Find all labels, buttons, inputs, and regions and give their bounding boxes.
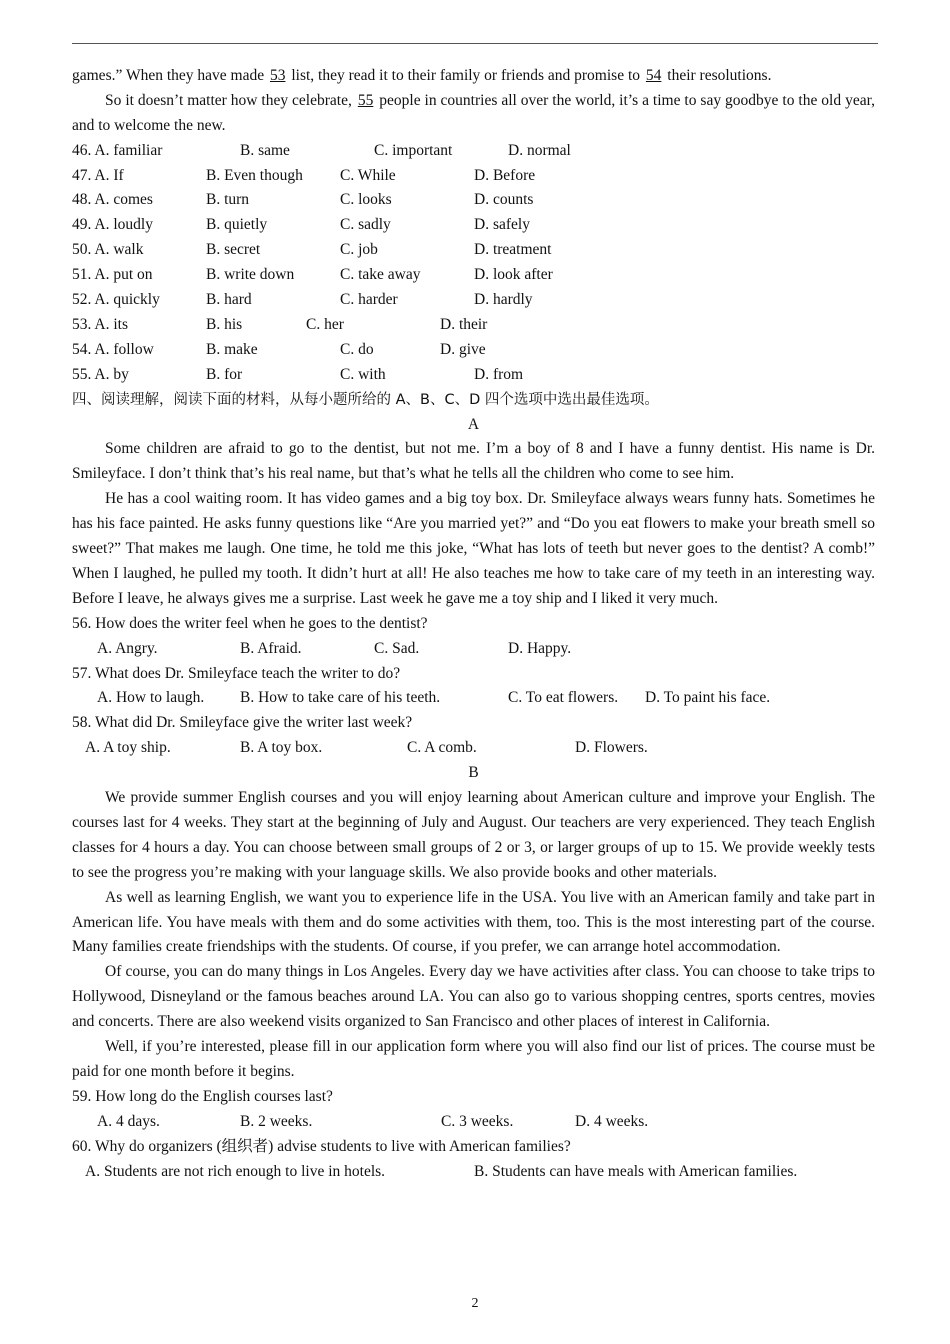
cloze-closing-paragraph [72,89,875,139]
option-d: D. Flowers. [575,739,648,757]
section-heading: 四、阅读理解，阅读下面的材料，从每小题所给的 A、B、C、D 四个选项中选出最佳选项。 [72,391,659,408]
question-53 [72,313,875,338]
option-d: D. treatment [474,241,552,259]
option-d: D. give [440,340,486,358]
question-57: 57. What does Dr. Smileyface teach the writer to do? [72,664,401,682]
question-60-text: 60. Why do organizers (组织者) advise students to live with American families? [72,1137,571,1155]
option-c: C. To eat flowers. [508,689,619,707]
option-a: 55. A. by [72,365,129,383]
option-c: C. While [340,166,396,184]
option-c: C. take away [340,266,421,284]
question-57-options [72,686,875,711]
text: games.” When they have made [72,67,268,84]
option-b: B. Students can have meals with American families. [474,1162,798,1180]
option-d: D. To paint his face. [645,689,771,707]
question-55 [72,363,875,388]
option-a: A. Angry. [97,639,158,657]
option-c: C. harder [340,291,398,309]
passage-a-paragraph-1: Some children are afraid to go to the dentist, but not me. I’m a boy of 8 and I have a funny dentist. His name is Dr. Smileyface. I don’t think that’s his real name, but that’s what he tells all the children who come to see him. [72,440,875,483]
option-b: B. Even though [206,166,303,184]
header-rule [72,43,878,44]
question-58: 58. What did Dr. Smileyface give the writer last week? [72,714,413,732]
option-d: D. 4 weeks. [575,1112,649,1130]
option-c: C. important [374,141,453,159]
passage-b-label: B [468,764,479,782]
blank-54: 54 [645,67,662,84]
option-d: D. look after [474,266,553,284]
page-number: 2 [471,1296,479,1311]
option-c: C. 3 weeks. [441,1112,514,1130]
passage-b-paragraph-1: We provide summer English courses and you will enjoy learning about American culture and improve your English. The courses last for 4 weeks. They start at the beginning of July and August. Our teachers are very experienced. They teach English classes for 4 hours a day. You can choose between small groups of 2 or 3, or larger groups of up to 15. We provide weekly tests to see the progress you’re making with your language skills. We also provide books and other materials. [72,788,875,881]
passage-a-label: A [467,415,480,433]
question-47 [72,164,875,189]
option-b: B. for [206,365,243,383]
option-b: B. hard [206,291,252,309]
option-a: 46. A. familiar [72,141,163,159]
option-d: D. hardly [474,291,533,309]
option-a: 49. A. loudly [72,216,153,234]
option-b: B. his [206,315,243,333]
question-52 [72,288,875,313]
question-46 [72,139,875,164]
option-d: D. their [440,315,488,333]
passage-b-paragraph-4: Well, if you’re interested, please fill in our application form where you will also find our list of prices. The course must be paid for one month before it begins. [72,1038,875,1080]
option-c: C. A comb. [407,739,477,757]
question-59-options [72,1110,875,1135]
option-c: C. Sad. [374,639,420,657]
option-c: C. sadly [340,216,391,234]
option-a: 51. A. put on [72,266,153,284]
option-b: B. write down [206,266,295,284]
option-c: C. do [340,340,374,358]
option-a: 48. A. comes [72,191,153,209]
option-b: B. Afraid. [240,639,302,657]
option-a: A. A toy ship. [85,739,171,757]
question-56: 56. How does the writer feel when he goes to the dentist? [72,614,428,632]
option-b: B. make [206,340,258,358]
option-b: B. secret [206,241,261,259]
question-58-options [72,736,875,761]
option-c: C. her [306,315,344,333]
option-a: A. Students are not rich enough to live in hotels. [85,1162,386,1180]
passage-a-paragraph-2: He has a cool waiting room. It has video games and a big toy box. Dr. Smileyface always wears funny hats. Sometimes he has his face painted. He asks funny questions like “Are you married yet?” and “Do you eat flowers to make your breath smell so sweet?” That makes me laugh. One time, he told me this joke, “What has lots of teeth but never goes to the dentist? A comb!” When I laughed, he pulled my tooth. It didn’t hurt at all! He also teaches me how to take care of my teeth in an interesting way. Before I leave, he always gives me a surprise. Last week he gave me a toy ship and I liked it very much. [72,490,875,607]
option-c: C. with [340,365,386,383]
option-b: B. same [240,141,290,159]
option-d: D. Before [474,166,536,184]
passage-b-paragraph-3: Of course, you can do many things in Los Angeles. Every day we have activities after class. You can choose to take trips to Hollywood, Disneyland or the famous beaches around LA. You can also go to various shopping centres, sports centres, movies and concerts. There are also weekend visits organized to San Francisco and other places of interest in California. [72,963,875,1031]
question-60 [72,1135,875,1160]
option-c: C. job [340,241,378,259]
option-b: B. How to take care of his teeth. [240,689,441,707]
option-b: B. turn [206,191,250,209]
option-a: A. 4 days. [97,1112,160,1130]
question-50 [72,238,875,263]
question-48 [72,188,875,213]
text: their resolutions. [663,67,772,84]
option-d: D. Happy. [508,639,572,657]
text: list, they read it to their family or friends and promise to [287,67,644,84]
option-a: 50. A. walk [72,241,144,259]
option-a: A. How to laugh. [97,689,205,707]
option-b: B. quietly [206,216,268,234]
question-60-options [72,1160,875,1185]
option-d: D. normal [508,141,571,159]
blank-55: 55 [357,91,374,109]
option-a: 54. A. follow [72,340,154,358]
option-a: 53. A. its [72,315,128,333]
option-b: B. 2 weeks. [240,1112,313,1130]
option-d: D. from [474,365,524,383]
option-d: D. safely [474,216,530,234]
question-51 [72,263,875,288]
question-56-options [72,637,875,662]
option-c: C. looks [340,191,392,209]
question-59: 59. How long do the English courses last? [72,1087,333,1105]
question-49 [72,213,875,238]
option-d: D. counts [474,191,534,209]
passage-b-paragraph-2: As well as learning English, we want you to experience life in the USA. You live with an American family and take part in American life. You have meals with them and do some activities with them, too. This is the most interesting part of the course. Many families create friendships with the students. Of course, if you prefer, we can arrange hotel accommodation. [72,888,875,956]
option-a: 52. A. quickly [72,291,160,309]
cloze-tail-line [72,64,875,89]
text: So it doesn’t matter how they celebrate, [105,91,356,109]
document-body [72,64,875,1184]
option-b: B. A toy box. [240,739,323,757]
text: people in countries all over the world, it’s a time to say goodbye to the old year, and to welcome the new. [72,91,875,134]
blank-53: 53 [269,67,286,84]
question-54 [72,338,875,363]
option-a: 47. A. If [72,166,124,184]
